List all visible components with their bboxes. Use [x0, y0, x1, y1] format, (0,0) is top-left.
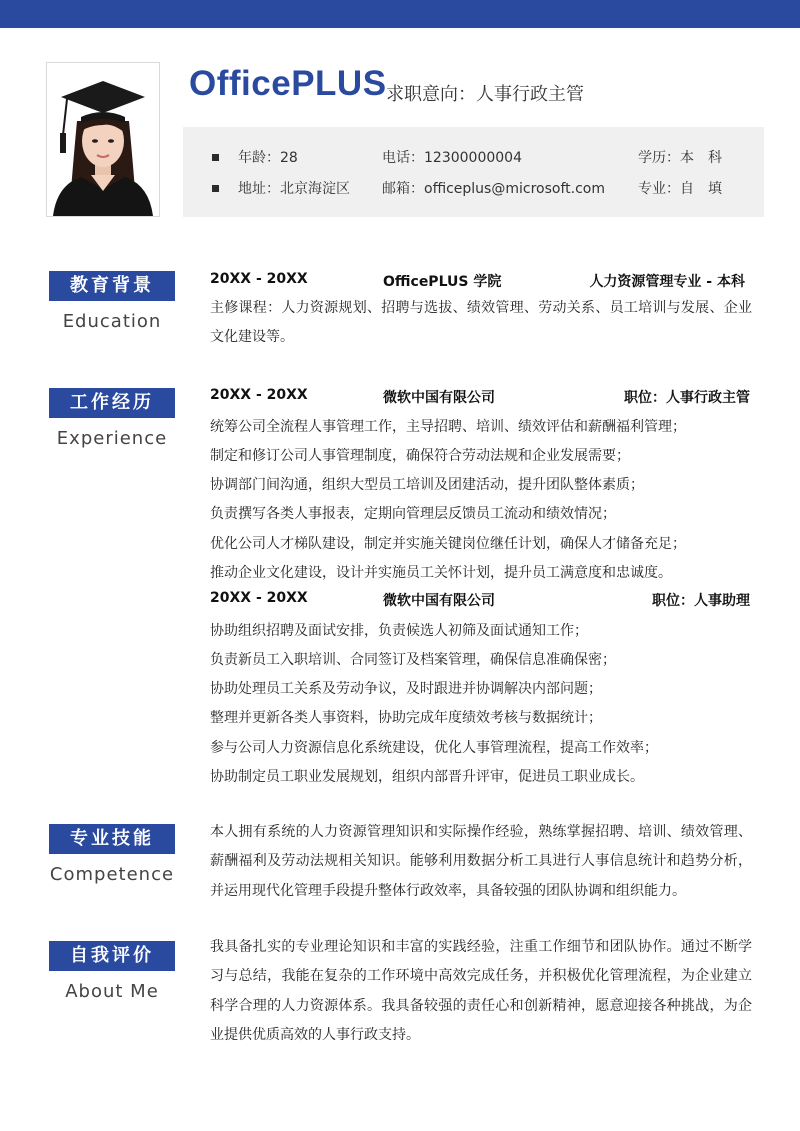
job-duty: 整理并更新各类人事资料，协助完成年度绩效考核与数据统计； — [210, 710, 602, 726]
section-subtitle-experience: Experience — [56, 428, 168, 449]
personal-info-panel — [183, 127, 764, 217]
profile-photo — [46, 62, 160, 217]
job-duty: 协调部门间沟通，组织大型员工培训及团建活动，提升团队整体素质； — [210, 477, 644, 493]
section-subtitle-skills: Competence — [49, 864, 175, 885]
info-address: 地址：北京海淀区 — [238, 181, 350, 197]
job-duty: 参与公司人力资源信息化系统建设，优化人事管理流程，提高工作效率； — [210, 740, 658, 756]
job-duty: 负责撰写各类人事报表，定期向管理层反馈员工流动和绩效情况； — [210, 506, 616, 522]
education-row — [210, 271, 750, 291]
job-period: 20XX - 20XX — [210, 590, 308, 606]
job-duty: 制定和修订公司人事管理制度，确保符合劳动法规和企业发展需要； — [210, 448, 630, 464]
job-duty: 优化公司人才梯队建设，制定并实施关键岗位继任计划，确保人才储备充足； — [210, 536, 686, 552]
job-duty: 协助制定员工职业发展规划，组织内部晋升评审，促进员工职业成长。 — [210, 769, 644, 785]
section-subtitle-education: Education — [62, 311, 162, 332]
bullet-icon — [212, 154, 219, 161]
job-position: 职位：人事行政主管 — [624, 390, 750, 406]
skills-text: 本人拥有系统的人力资源管理知识和实际操作经验，熟练掌握招聘、培训、绩效管理、薪酬福利及劳动法规相关知识。能够利用数据分析工具进行人事信息统计和趋势分析，并运用现代化管理手段提升整体行政效率，具备较强的团队协调和组织能力。 — [210, 824, 752, 899]
info-email: 邮箱：officeplus@microsoft.com — [382, 181, 605, 197]
job-duty: 推动企业文化建设，设计并实施员工关怀计划，提升员工满意度和忠诚度。 — [210, 565, 672, 581]
section-subtitle-about: About Me — [65, 981, 159, 1002]
job-company: 微软中国有限公司 — [383, 390, 495, 406]
candidate-name: OfficePLUS — [189, 64, 387, 103]
about-text: 我具备扎实的专业理论知识和丰富的实践经验，注重工作细节和团队协作。通过不断学习与总结，我能在复杂的工作环境中高效完成任务，并积极优化管理流程，为企业建立科学合理的人力资源体系。我具备较强的责任心和创新精神，愿意迎接各种挑战，为企业提供优质高效的人事行政支持。 — [210, 939, 752, 1043]
info-age: 年龄：28 — [238, 150, 298, 166]
section-title-about: 自我评价 — [49, 941, 175, 971]
bullet-icon — [212, 185, 219, 192]
job-row — [210, 590, 750, 610]
info-phone: 电话：12300000004 — [382, 150, 522, 166]
job-duty: 统筹公司全流程人事管理工作，主导招聘、培训、绩效评估和薪酬福利管理； — [210, 419, 686, 435]
education-school: OfficePLUS 学院 — [383, 274, 502, 290]
job-objective: 求职意向：人事行政主管 — [386, 84, 584, 105]
section-title-education: 教育背景 — [49, 271, 175, 301]
education-period: 20XX - 20XX — [210, 271, 308, 287]
education-courses: 主修课程：人力资源规划、招聘与选拔、绩效管理、劳动关系、员工培训与发展、企业文化建设等。 — [210, 300, 752, 346]
job-duty: 负责新员工入职培训、合同签订及档案管理，确保信息准确保密； — [210, 652, 616, 668]
section-title-skills: 专业技能 — [49, 824, 175, 854]
job-company: 微软中国有限公司 — [383, 593, 495, 609]
job-period: 20XX - 20XX — [210, 387, 308, 403]
section-title-experience: 工作经历 — [49, 388, 175, 418]
job-position: 职位：人事助理 — [652, 593, 750, 609]
job-duty: 协助处理员工关系及劳动争议，及时跟进并协调解决内部问题； — [210, 681, 602, 697]
job-row — [210, 387, 750, 407]
info-education: 学历：本 科 — [638, 150, 722, 166]
info-major: 专业：自 填 — [638, 181, 722, 197]
job-duty: 协助组织招聘及面试安排，负责候选人初筛及面试通知工作； — [210, 623, 588, 639]
top-accent-bar — [0, 0, 800, 28]
education-degree: 人力资源管理专业 - 本科 — [589, 274, 745, 290]
